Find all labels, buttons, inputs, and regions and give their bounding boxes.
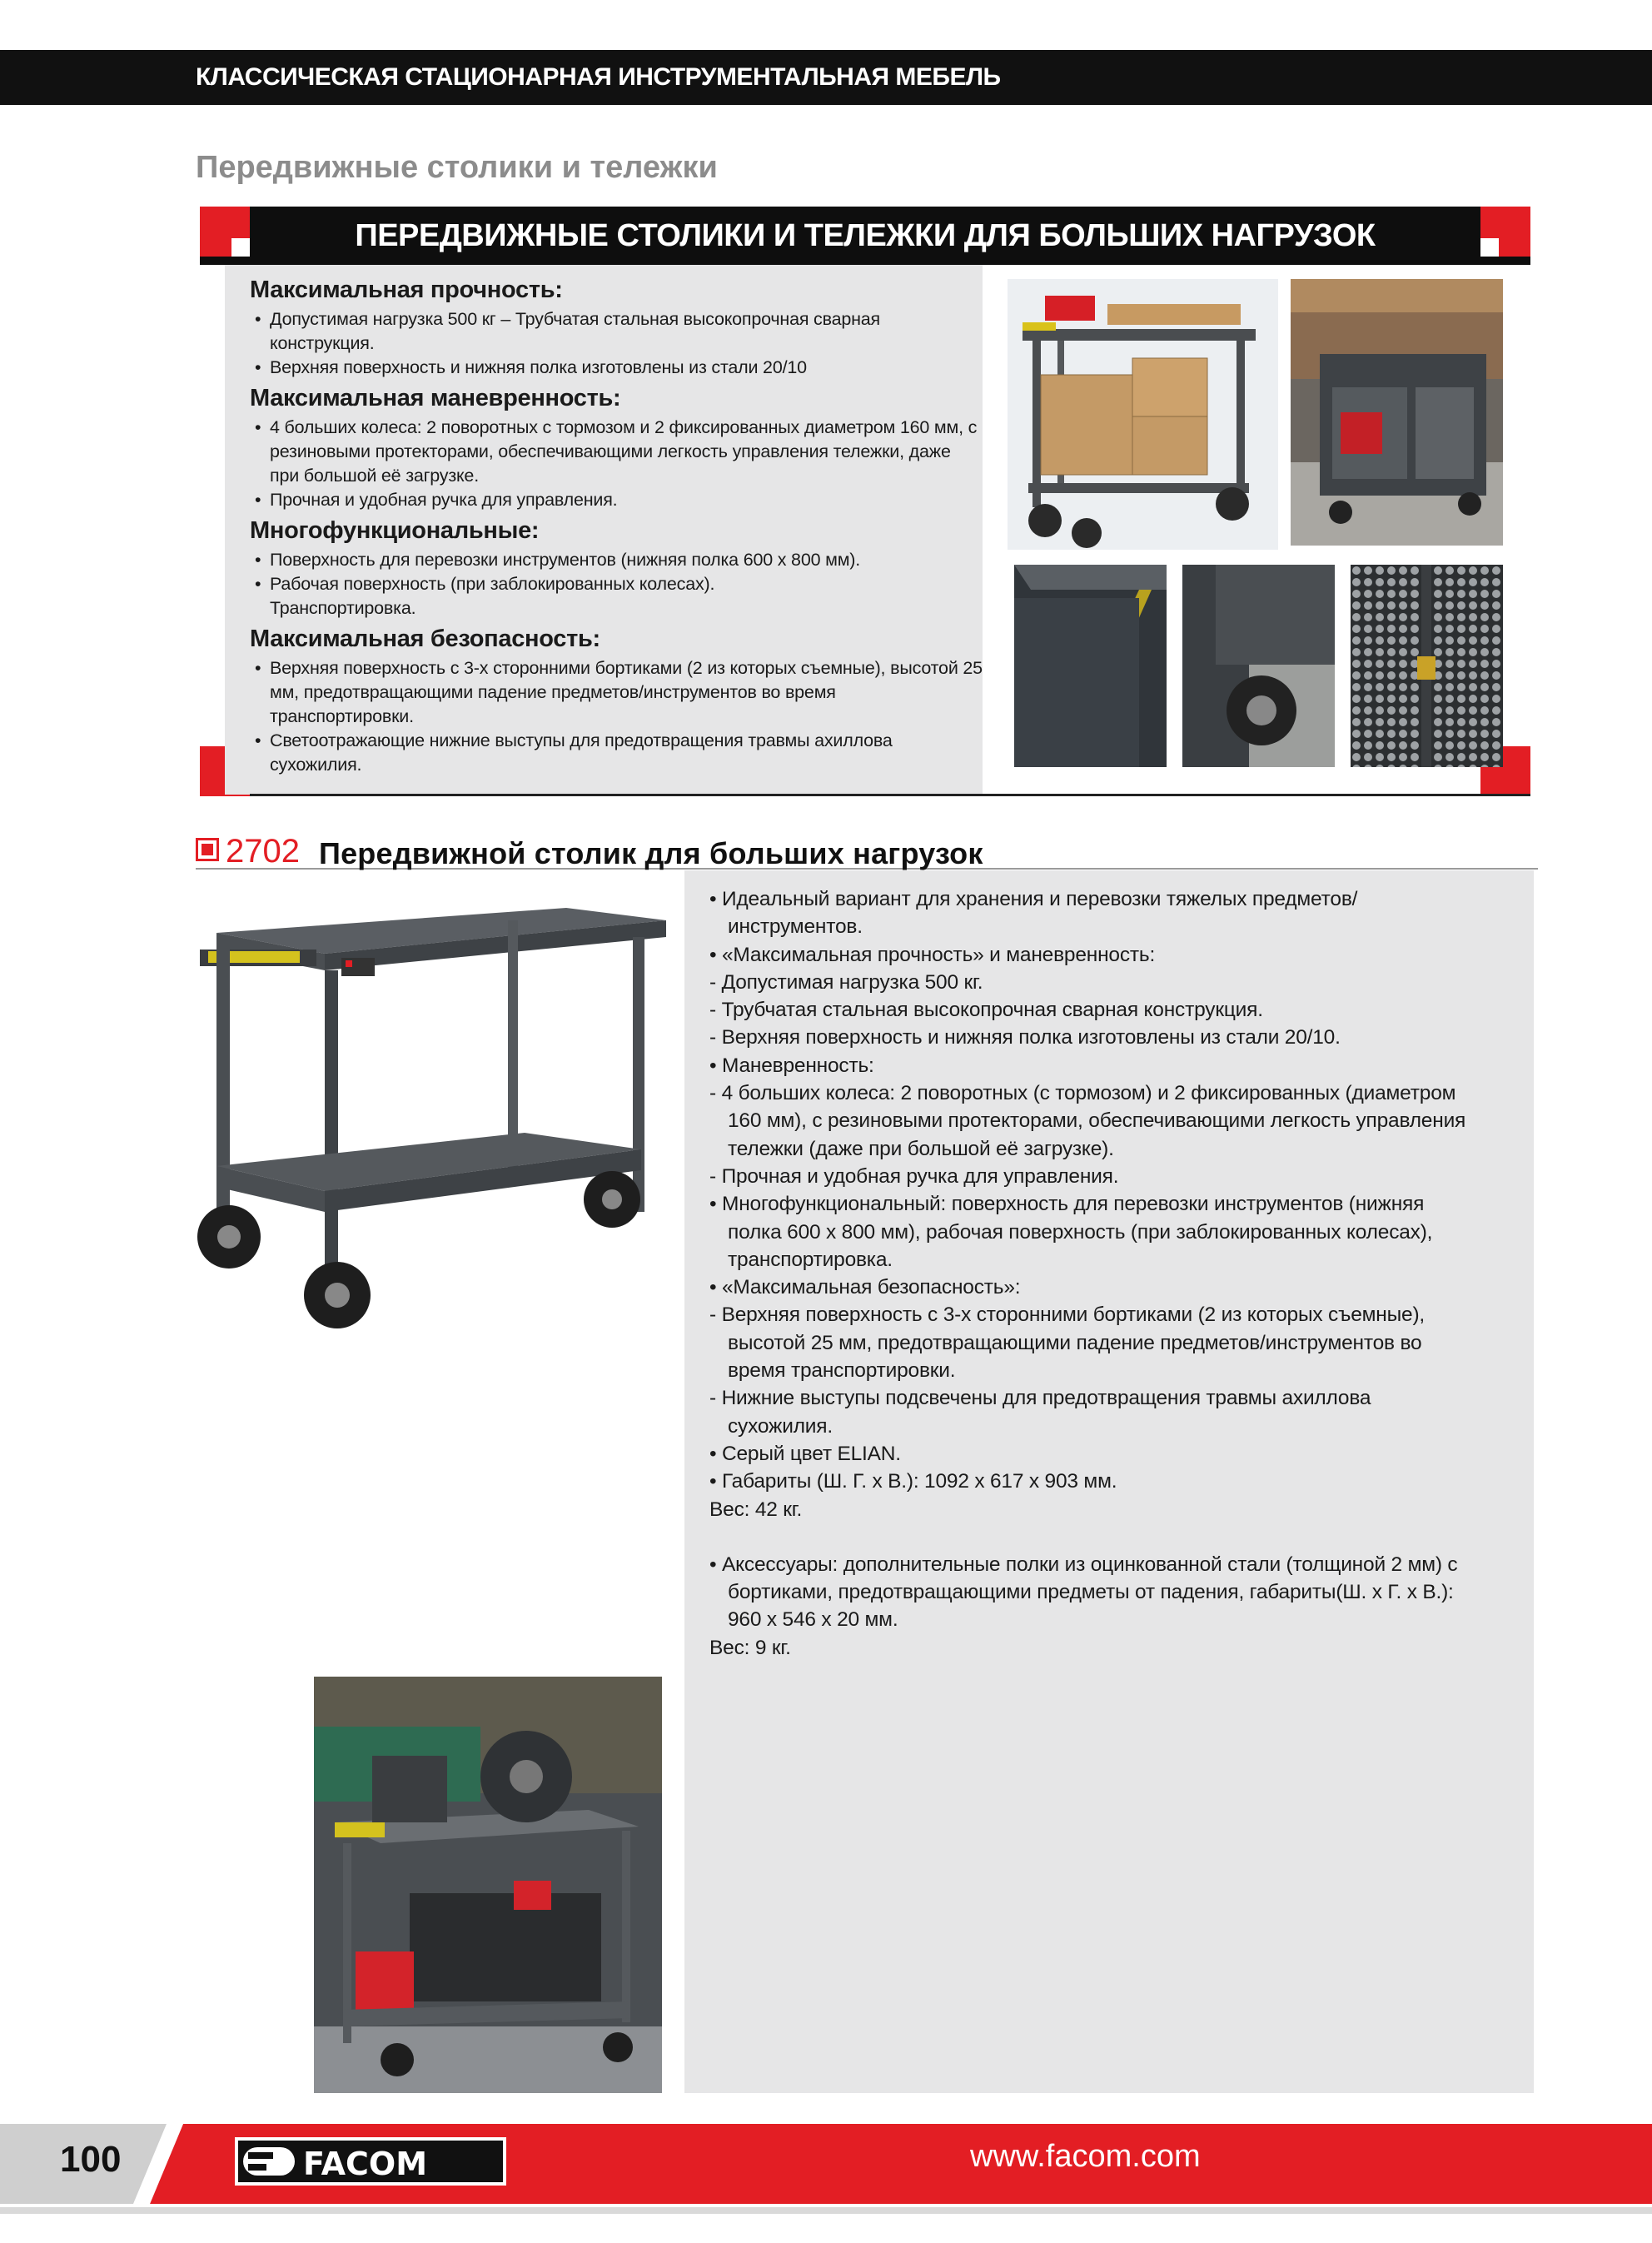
product-reference: 2702 xyxy=(226,833,300,870)
section-title: КЛАССИЧЕСКАЯ СТАЦИОНАРНАЯ ИНСТРУМЕНТАЛЬНАЯ МЕБЕЛЬ xyxy=(196,63,1001,91)
feature-heading: Максимальная прочность: xyxy=(250,277,563,303)
description-line: • Идеальный вариант для хранения и перевозки тяжелых предметов/ xyxy=(709,888,1358,910)
section-header-bar xyxy=(0,50,1652,105)
feature-heading: Максимальная безопасность: xyxy=(250,626,600,652)
product-description-panel xyxy=(684,870,1534,2093)
description-line: • Многофункциональный: поверхность для перевозки инструментов (нижняя xyxy=(709,1193,1425,1216)
feature-heading: Многофункциональные: xyxy=(250,517,540,544)
description-line: - Верхняя поверхность с 3-х сторонними бортиками (2 из которых съемные), xyxy=(709,1303,1426,1327)
description-line: - 4 больших колеса: 2 поворотных (с тормозом) и 2 фиксированных (диаметром xyxy=(709,1082,1456,1105)
feature-section-safety xyxy=(250,626,983,777)
description-line: полка 600 x 800 мм), рабочая поверхность (при заблокированных колесах), xyxy=(728,1220,1433,1244)
cart-in-warehouse-photo xyxy=(1291,279,1503,546)
corner-mark xyxy=(1480,207,1530,257)
description-line: бортиками, предотвращающими предметы от падения, габариты(Ш. x Г. x В.): xyxy=(728,1581,1454,1604)
facom-logo xyxy=(235,2137,506,2186)
description-line: - Верхняя поверхность и нижняя полка изготовлены из стали 20/10. xyxy=(709,1026,1341,1049)
description-line: время транспортировки. xyxy=(728,1359,956,1383)
feature-section-multifunction xyxy=(250,517,983,621)
feature-item: • Рабочая поверхность (при заблокированных колесах). xyxy=(250,572,983,596)
product-title: Передвижной столик для больших нагрузок xyxy=(319,836,983,870)
description-line: • Серый цвет ELIAN. xyxy=(709,1442,901,1465)
feature-item: • Поверхность для перевозки инструментов (нижняя полка 600 x 800 мм). xyxy=(250,548,983,572)
cart-rail-detail-photo xyxy=(1014,565,1167,767)
feature-item: • Прочная и удобная ручка для управления. xyxy=(250,488,983,512)
feature-list-panel xyxy=(225,265,983,795)
page-subheading: Передвижные столики и тележки xyxy=(196,150,718,185)
feature-box-title-bar xyxy=(200,207,1530,265)
description-line: транспортировка. xyxy=(728,1248,893,1271)
feature-item: • Верхняя поверхность с 3-х сторонними бортиками (2 из которых съемные), высотой 25 мм, предотвращающими падение предметов/инструментов во время транспортировки. xyxy=(250,656,983,729)
page-number: 100 xyxy=(60,2139,122,2180)
corner-mark xyxy=(200,207,250,257)
feature-item: • Допустимая нагрузка 500 кг – Трубчатая стальная высокопрочная сварная конструкция. xyxy=(250,307,983,356)
feature-item: • Светоотражающие нижние выступы для предотвращения травмы ахиллова сухожилия. xyxy=(250,729,983,777)
description-line: - Допустимая нагрузка 500 кг. xyxy=(709,970,983,994)
feature-heading: Максимальная маневренность: xyxy=(250,385,621,411)
description-line: • Габариты (Ш. Г. x В.): 1092 x 617 x 903 мм. xyxy=(709,1470,1117,1493)
description-line: • Аксессуары: дополнительные полки из оцинкованной стали (толщиной 2 мм) с xyxy=(709,1553,1458,1576)
description-line: Вес: 42 кг. xyxy=(709,1498,803,1521)
cart-with-boxes-photo xyxy=(1008,279,1278,550)
product-cart-photo xyxy=(192,883,674,1366)
feature-box-title: ПЕРЕДВИЖНЫЕ СТОЛИКИ И ТЕЛЕЖКИ ДЛЯ БОЛЬШИХ НАГРУЗОК xyxy=(355,218,1376,253)
description-line: Вес: 9 кг. xyxy=(709,1636,791,1659)
feature-section-strength xyxy=(250,277,983,380)
description-line: • «Максимальная прочность» и маневренность: xyxy=(709,943,1156,966)
mesh-panel-detail-photo xyxy=(1351,565,1503,767)
feature-item: • 4 больших колеса: 2 поворотных с тормозом и 2 фиксированных диаметром 160 мм, с резиновыми протекторами, обеспечивающими легкость управления тележки, даже при большой её загрузке. xyxy=(250,416,983,488)
description-line: 160 мм), с резиновыми протекторами, обеспечивающими легкость управления xyxy=(728,1109,1466,1133)
description-line: - Трубчатая стальная высокопрочная сварная конструкция. xyxy=(709,999,1263,1022)
brand-name: FACOM xyxy=(303,2146,428,2182)
caster-wheel-detail-photo xyxy=(1182,565,1335,767)
page-footer xyxy=(0,2124,1652,2243)
cart-in-workshop-photo xyxy=(314,1677,662,2093)
description-line: - Нижние выступы подсвечены для предотвращения травмы ахиллова xyxy=(709,1387,1371,1410)
product-heading xyxy=(196,833,1538,870)
description-line: • «Максимальная безопасность»: xyxy=(709,1276,1021,1299)
feature-item: Транспортировка. xyxy=(270,598,416,618)
description-line: 960 x 546 x 20 мм. xyxy=(728,1608,898,1632)
footer-underline xyxy=(0,2207,1652,2214)
reference-square-icon xyxy=(196,838,219,861)
description-line: инструментов. xyxy=(728,915,863,939)
description-line: - Прочная и удобная ручка для управления. xyxy=(709,1164,1119,1188)
description-line: • Маневренность: xyxy=(709,1054,874,1077)
description-line: высотой 25 мм, предотвращающими падение предметов/инструментов во xyxy=(728,1331,1422,1354)
divider xyxy=(250,794,1530,796)
description-line: сухожилия. xyxy=(728,1414,833,1438)
feature-item: • Верхняя поверхность и нижняя полка изготовлены из стали 20/10 xyxy=(250,356,983,380)
website-url[interactable]: www.facom.com xyxy=(970,2139,1201,2174)
feature-section-maneuverability xyxy=(250,385,983,512)
description-line: тележки (даже при большой её загрузке). xyxy=(728,1137,1114,1160)
description-spacer xyxy=(709,1523,1534,1551)
